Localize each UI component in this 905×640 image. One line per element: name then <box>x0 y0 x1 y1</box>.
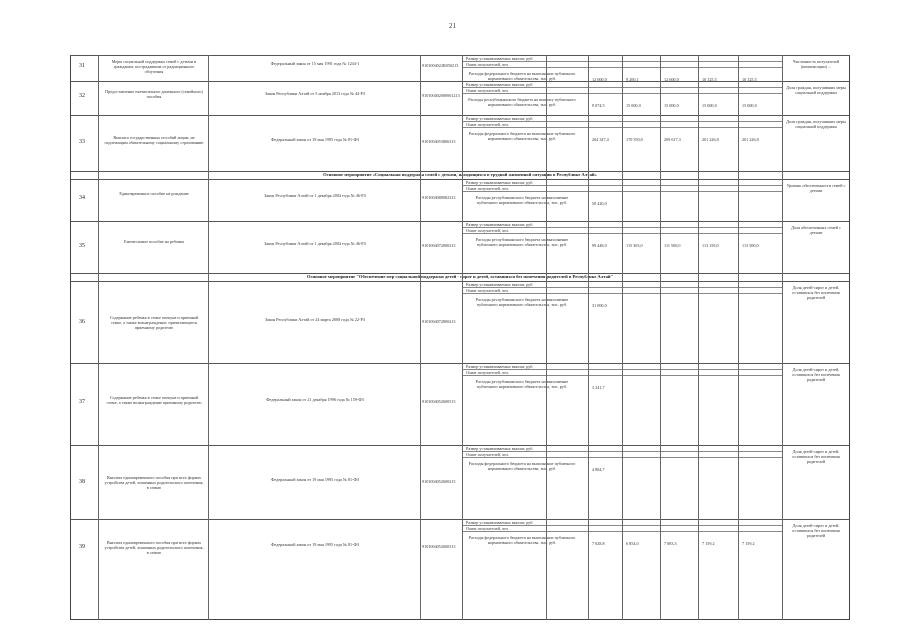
row-legal-basis: Закон Республики Алтай от 1 декабря 2004 года № 46-РЗ <box>264 241 366 246</box>
row-description: Содержание ребенка в семье опекуна и приемной семье, а также вознаграждение приемному родителю <box>106 395 202 406</box>
value-cell: 50 420,0 <box>592 201 607 206</box>
row-budget-code: 9101004080082313 <box>422 195 456 200</box>
row-budget-code: 9101004052600513 <box>422 399 456 404</box>
row-indicator-note: Доля детей-сирот и детей, оставшихся без попечения родителей <box>792 449 840 465</box>
row-legal-basis: Закон Республики Алтай от 5 ноября 2013 года № 44-РЗ <box>265 91 365 96</box>
count-label: Охват получателей, чел. <box>466 88 510 93</box>
value-cell: 15 000,0 <box>702 103 717 108</box>
column-divider <box>660 55 661 620</box>
size-label: Размер устанавливаемых выплат, руб. <box>466 56 534 61</box>
row-legal-basis: Федеральный закон от 19 мая 1995 года № 81-ФЗ <box>271 477 359 482</box>
value-cell: 113 500,0 <box>742 243 759 248</box>
count-label: Охват получателей, чел. <box>466 228 510 233</box>
section-header: Основное мероприятие "Обеспечение мер социальной поддержки детей - сирот и детей, оставшихся без попечения родителей в Республике Алтай" <box>306 274 614 279</box>
row-legal-basis: Федеральный закон от 15 мая 1991 года № 1244-1 <box>270 61 360 66</box>
count-label: Охват получателей, чел. <box>466 452 510 457</box>
count-label: Охват получателей, чел. <box>466 288 510 293</box>
value-cell: 31 000,0 <box>592 303 607 308</box>
row-description: Выплата государственных пособий лицам, не подлежащим обязательному социальному страхованию <box>104 135 204 146</box>
row-number: 33 <box>79 139 85 145</box>
row-number: 34 <box>79 195 85 201</box>
row-budget-code: 910100402000061213 <box>422 93 460 98</box>
value-cell: 15 000,0 <box>664 103 679 108</box>
row-budget-code: 9101004053806313 <box>422 139 456 144</box>
row-legal-basis: Федеральный закон от 19 мая 1995 года № 81-ФЗ <box>271 137 359 142</box>
value-cell: 9 200,1 <box>626 77 639 82</box>
row-indicator-note: Доля граждан, получивших меры социальной поддержки <box>786 85 846 96</box>
row-legal-basis: Федеральный закон от 21 декабря 1996 года № 159-ФЗ <box>266 397 364 402</box>
row-legal-basis: Закон Республики Алтай от 24 марта 2008 года № 22-РЗ <box>265 317 365 322</box>
value-cell: 201 226,8 <box>742 137 759 142</box>
row-description: Содержание ребенка в семье опекуна и приемной семье, а также вознаграждение, причитающееся приемному родителю <box>109 315 199 331</box>
value-cell: 15 000,0 <box>626 103 641 108</box>
value-cell: 4 884,7 <box>592 467 605 472</box>
row-indicator-note: Доля детей-сирот и детей, оставшихся без попечения родителей <box>792 367 840 383</box>
column-divider <box>98 55 99 620</box>
column-divider <box>420 55 421 620</box>
column-divider <box>622 55 623 620</box>
count-label: Охват получателей, чел. <box>466 526 510 531</box>
row-budget-code: 9101004072000213 <box>422 243 456 248</box>
value-cell: 15 000,0 <box>742 103 757 108</box>
row-description: Единовременное пособие на рождение <box>119 191 189 196</box>
row-number: 36 <box>79 319 85 325</box>
value-cell: 10 125,5 <box>702 77 717 82</box>
row-indicator-note: Доля обеспеченных семей с детьми <box>791 225 841 236</box>
column-divider <box>462 55 463 620</box>
count-label: Охват получателей, чел. <box>466 122 510 127</box>
count-label: Охват получателей, чел. <box>466 186 510 191</box>
count-label: Охват получателей, чел. <box>466 370 510 375</box>
measure-label: Расходы республиканского бюджета на выполнение публичного нормативного обязательства, тыс. руб. <box>475 379 569 390</box>
size-label: Размер устанавливаемых выплат, руб. <box>466 116 534 121</box>
value-cell: 6 854,0 <box>626 541 639 546</box>
row-number: 32 <box>79 93 85 99</box>
table-row <box>70 221 850 271</box>
measure-label: Расходы республиканского бюджета на выполнение публичного нормативного обязательства, тыс. руб. <box>475 297 569 308</box>
table-body <box>70 55 850 620</box>
measure-label: Расходы федерального бюджета на выполнение публичного нормативного обязательства, тыс. руб. <box>468 71 576 82</box>
row-indicator-note: Численность получателей (компенсации) ... <box>792 59 840 70</box>
value-cell: 209 617,3 <box>664 137 681 142</box>
value-cell: 10 125,5 <box>742 77 757 82</box>
row-budget-code: 9101004052600213 <box>422 479 456 484</box>
value-cell: 12 000,0 <box>592 77 607 82</box>
value-cell: 113 159,0 <box>702 243 719 248</box>
value-cell: 7 083,3 <box>664 541 677 546</box>
value-cell: 12 600,0 <box>664 77 679 82</box>
row-description: Предоставление ежемесячного денежного (семейного) пособия <box>105 89 203 100</box>
count-label: Охват получателей, чел. <box>466 62 510 67</box>
measure-label: Расходы республиканского бюджета на выполнение публичного нормативного обязательства, тыс. руб. <box>475 195 569 206</box>
value-cell: 170 550,0 <box>626 137 643 142</box>
value-cell: 3 241,7 <box>592 385 605 390</box>
row-number: 39 <box>79 544 85 550</box>
row-legal-basis: Закон Республики Алтай от 1 декабря 2004 года № 46-РЗ <box>264 193 366 198</box>
section-header: Основное мероприятие «Социальная поддержка семей с детьми, находящихся в трудной жизненной ситуации в Республике Алтай» <box>323 172 597 177</box>
value-cell: 7 159,2 <box>702 541 715 546</box>
row-number: 38 <box>79 479 85 485</box>
value-cell: 7 159,2 <box>742 541 755 546</box>
measure-label: Расходы республиканского бюджета на выплату публичного нормативного обязательства, тыс. руб. <box>468 97 576 108</box>
value-cell: 264 347,4 <box>592 137 609 142</box>
value-cell: 115 303,0 <box>626 243 643 248</box>
row-indicator-note: Уровень обеспеченности семей с детьми <box>786 183 846 194</box>
column-divider <box>208 55 209 620</box>
row-legal-basis: Федеральный закон от 19 мая 1995 года № 81-ФЗ <box>271 542 359 547</box>
row-description: Меры социальной поддержки семей с детьми и гражданам, пострадавшим от радиационного облучения <box>111 59 197 75</box>
row-budget-code: 9101004052600313 <box>422 544 456 549</box>
row-description: Ежемесячное пособие на ребенка <box>124 239 184 244</box>
row-description: Выплата единовременного пособия при всех формах устройства детей, лишенных родительского попечения, в семью <box>104 475 204 491</box>
measure-label: Расходы федерального бюджета на выполнение публичного нормативного обязательства, тыс. руб. <box>468 461 576 472</box>
measure-label: Расходы федерального бюджета на выполнение публичного нормативного обязательства, тыс. руб. <box>468 131 576 142</box>
page-number: 21 <box>449 22 456 30</box>
column-divider <box>588 55 589 620</box>
row-number: 31 <box>79 63 85 69</box>
row-description: Выплата единовременного пособия при всех формах устройства детей, лишенных родительского попечения, в семью <box>104 540 204 556</box>
size-label: Размер устанавливаемых выплат, руб. <box>466 180 534 185</box>
row-indicator-note: Доля детей-сирот и детей, оставшихся без попечения родителей <box>792 285 840 301</box>
size-label: Размер устанавливаемых выплат, руб. <box>466 520 534 525</box>
value-cell: 201 226,8 <box>702 137 719 142</box>
size-label: Размер устанавливаемых выплат, руб. <box>466 82 534 87</box>
size-label: Размер устанавливаемых выплат, руб. <box>466 222 534 227</box>
row-indicator-note: Доля граждан, получивших меры социальной поддержки <box>786 119 846 130</box>
column-divider <box>782 55 783 620</box>
size-label: Размер устанавливаемых выплат, руб. <box>466 282 534 287</box>
row-number: 37 <box>79 399 85 405</box>
row-budget-code: 9101004072800413 <box>422 319 456 324</box>
value-cell: 99 448,0 <box>592 243 607 248</box>
column-divider <box>698 55 699 620</box>
row-number: 35 <box>79 243 85 249</box>
measure-label: Расходы республиканского бюджета на выполнение публичного нормативного обязательства, тыс. руб. <box>475 237 569 248</box>
column-divider <box>546 55 547 620</box>
size-label: Размер устанавливаемых выплат, руб. <box>466 364 534 369</box>
row-budget-code: 9101004022R050213 <box>422 63 459 68</box>
value-cell: 111 500,0 <box>664 243 681 248</box>
measure-label: Расходы федерального бюджета на выполнение публичного нормативного обязательства, тыс. руб. <box>468 535 576 546</box>
row-indicator-note: Доля детей-сирот и детей, оставшихся без попечения родителей <box>792 523 840 539</box>
value-cell: 9 074,5 <box>592 103 605 108</box>
size-label: Размер устанавливаемых выплат, руб. <box>466 446 534 451</box>
value-cell: 7 028,8 <box>592 541 605 546</box>
column-divider <box>738 55 739 620</box>
